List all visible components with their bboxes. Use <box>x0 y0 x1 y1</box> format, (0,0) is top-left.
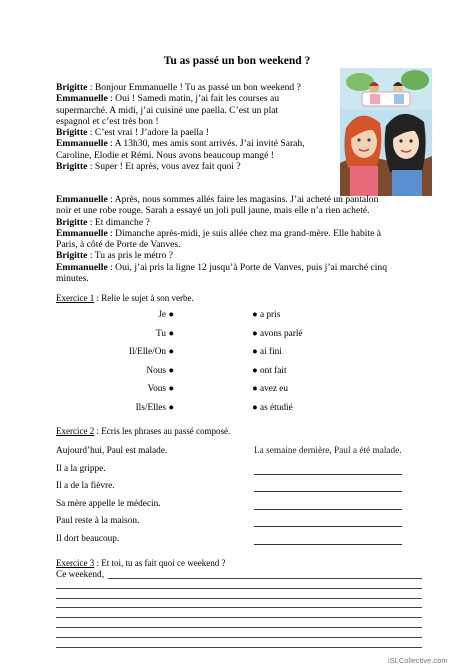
verb-item[interactable]: ● avez eu <box>252 384 289 395</box>
dialogue-text: supermarché. A midi, j’ai cuisiné une paella. C’est un plat <box>56 104 279 116</box>
subject-item[interactable]: Ils/Elles ● <box>135 403 174 413</box>
sentence-prompt: Aujourd’hui, Paul est malade. <box>56 446 168 456</box>
exercise3-starter: Ce weekend, <box>56 570 105 580</box>
writing-line[interactable] <box>56 588 422 589</box>
writing-line[interactable] <box>56 617 422 618</box>
dialogue-line <box>56 105 334 116</box>
dialogue-upper <box>56 82 334 172</box>
matching-row <box>0 347 474 361</box>
dialogue-line <box>56 194 432 205</box>
dialogue-text: : Bonjour Emmanuelle ! Tu as passé un bon weekend ? <box>87 82 301 93</box>
speaker-name: Brigitte <box>56 250 88 262</box>
writing-line[interactable] <box>56 647 422 648</box>
sentence-prompt: Sa mère appelle le médecin. <box>56 498 161 509</box>
speaker-name: Emmanuelle <box>56 93 108 105</box>
exercise2-title: Exercice 2 : Ecris les phrases au passé composé. <box>56 426 231 436</box>
dialogue-line <box>56 262 432 273</box>
matching-row <box>0 329 474 343</box>
speaker-name: Brigitte <box>56 127 88 139</box>
dialogue-text: noir et une robe rouge. Sarah a essayé un joli pull jaune, mais elle n’a rien acheté. <box>56 205 370 217</box>
subject-item[interactable]: Vous ● <box>147 384 174 395</box>
writing-line[interactable] <box>56 627 422 628</box>
subject-item[interactable]: Je ● <box>158 310 174 320</box>
dialogue-line <box>56 228 432 239</box>
example-answer: La semaine dernière, Paul a été malade. <box>254 446 402 456</box>
verb-item[interactable]: ● as étudié <box>252 403 293 413</box>
footer-watermark: iSLCollective.com <box>388 656 448 665</box>
writing-line[interactable] <box>56 637 422 638</box>
verb-item[interactable]: ● avons parlé <box>252 328 303 339</box>
sentence-prompt: Paul reste à la maison. <box>56 516 140 527</box>
answer-blank-line[interactable] <box>254 491 402 492</box>
dialogue-text: : Après, nous sommes allés faire les magasins. J’ai acheté un pantalon <box>107 194 379 205</box>
dialogue-text: Caroline, Elodie et Rémi. Nous avons beaucoup mangé ! <box>56 149 274 161</box>
dialogue-line <box>56 273 432 284</box>
writing-line[interactable] <box>108 578 422 579</box>
dialogue-text: : Oui ! Samedi matin, j’ai fait les courses au <box>107 93 280 105</box>
speaker-name: Emmanuelle <box>56 261 108 273</box>
answer-blank-line[interactable] <box>254 474 402 475</box>
speaker-name: Brigitte <box>56 216 88 228</box>
speaker-name: Emmanuelle <box>56 138 108 150</box>
speaker-name: Brigitte <box>56 161 88 173</box>
dialogue-line <box>56 217 432 228</box>
dialogue-lower <box>56 194 432 284</box>
dialogue-text: : Oui, j’ai pris la ligne 12 jusqu’à Porte de Vanves, puis j’ai marché cinq <box>107 261 388 273</box>
dialogue-line <box>56 161 334 172</box>
answer-blank-line[interactable] <box>254 509 402 510</box>
matching-row <box>0 403 474 417</box>
answer-blank-line[interactable] <box>254 544 402 545</box>
verb-item[interactable]: ● a pris <box>252 310 281 320</box>
sentence-prompt: Il a la grippe. <box>56 463 106 474</box>
dialogue-text: : Dimanche après-midi, je suis allée chez ma grand-mère. Elle habite à <box>107 227 382 239</box>
dialogue-text: minutes. <box>56 273 89 285</box>
writing-line[interactable] <box>56 598 422 599</box>
exercise3-title: Exercice 3 : Et toi, tu as fait quoi ce weekend ? <box>56 558 226 568</box>
matching-row <box>0 310 474 324</box>
speaker-name: Emmanuelle <box>56 227 108 239</box>
dialogue-line <box>56 205 432 216</box>
dialogue-line <box>56 138 334 149</box>
dialogue-text: : C’est vrai ! J’adore la paella ! <box>87 127 209 139</box>
exercise1-title: Exercice 1 : Relie le sujet à son verbe. <box>56 293 194 303</box>
dialogue-text: espagnol et c’est très bon ! <box>56 115 159 127</box>
subject-item[interactable]: Tu ● <box>156 328 174 339</box>
dialogue-line <box>56 116 334 127</box>
sentence-prompt: Il a de la fièvre. <box>56 481 115 492</box>
page-title: Tu as passé un bon weekend ? <box>163 55 311 67</box>
verb-item[interactable]: ● ai fini <box>252 347 282 358</box>
dialogue-text: : Et dimanche ? <box>87 216 150 228</box>
subject-item[interactable]: Il/Elle/On ● <box>128 347 174 358</box>
dialogue-line <box>56 82 334 93</box>
dialogue-text: : Tu as pris le métro ? <box>87 250 173 262</box>
matching-row <box>0 384 474 398</box>
dialogue-line <box>56 150 334 161</box>
subject-item[interactable]: Nous ● <box>146 365 174 376</box>
dialogue-text: Paris, à côté de Porte de Vanves. <box>56 239 181 251</box>
dialogue-line <box>56 250 432 261</box>
illustration-two-girls <box>340 68 432 196</box>
writing-line[interactable] <box>56 607 422 608</box>
answer-blank-line[interactable] <box>254 526 402 527</box>
dialogue-text: : A 13h30, mes amis sont arrivés. J’ai invité Sarah, <box>107 138 305 150</box>
dialogue-line <box>56 127 334 138</box>
dialogue-line <box>56 239 432 250</box>
sentence-prompt: Il dort beaucoup. <box>56 534 120 544</box>
dialogue-text: : Super ! Et après, vous avez fait quoi ? <box>87 161 241 173</box>
verb-item[interactable]: ● ont fait <box>252 365 287 376</box>
speaker-name: Emmanuelle <box>56 194 108 205</box>
dialogue-line <box>56 93 334 104</box>
speaker-name: Brigitte <box>56 82 88 93</box>
matching-row <box>0 366 474 380</box>
